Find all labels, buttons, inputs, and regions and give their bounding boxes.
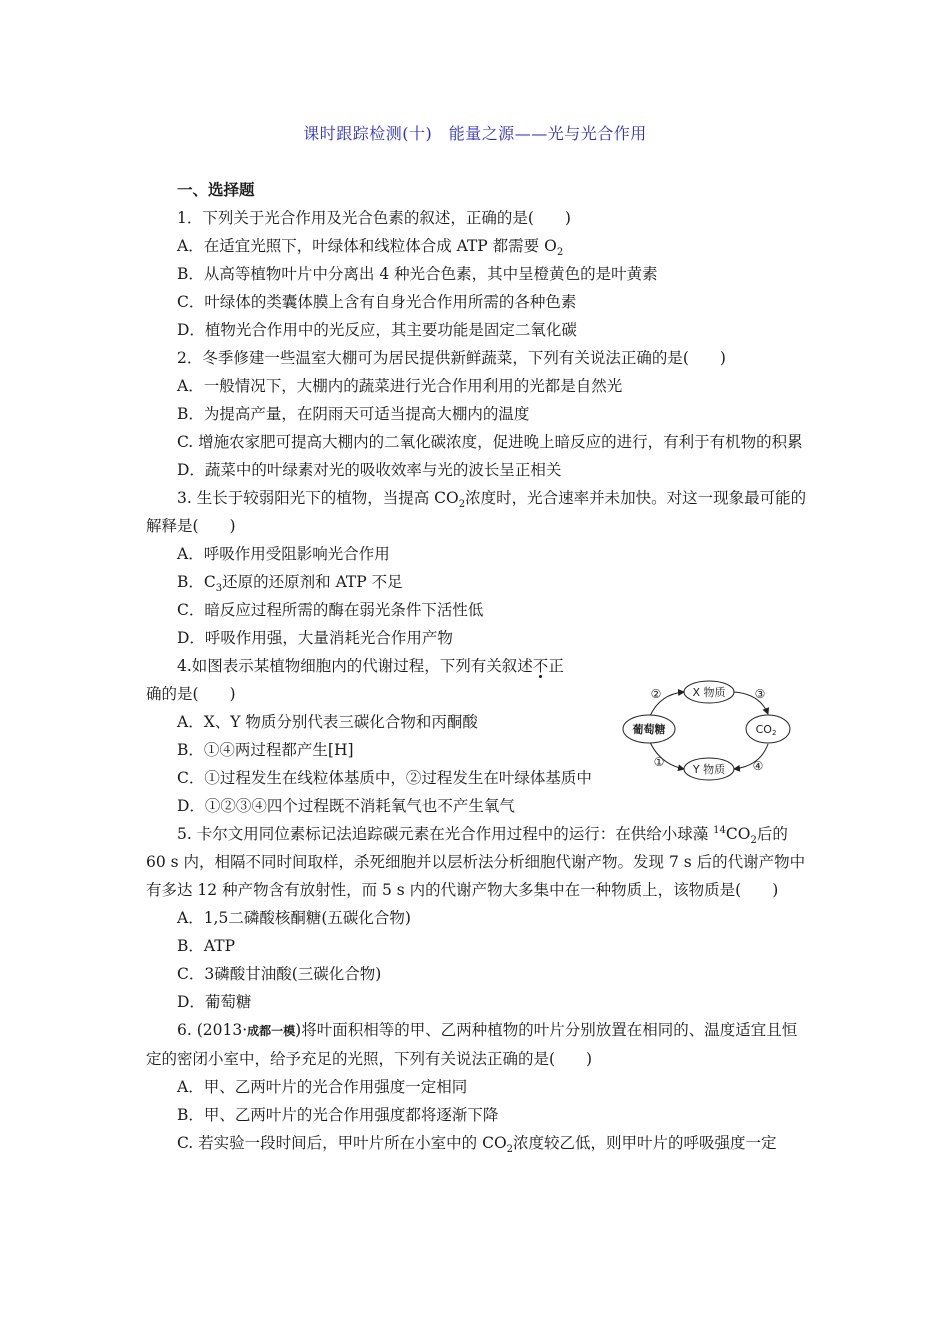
- q1-option-a: A．在适宜光照下，叶绿体和线粒体合成 ATP 都需要 $O_2$: [177, 237, 564, 259]
- q5-stem: 5. 卡尔文用同位素标记法追踪碳元素在光合作用过程中的运行：在供给小球藻 $^{14}CO_2$后的 60 s 内，相隔不同时间取样，杀死细胞并以层析法分析细胞代谢产物。发现 7 s 后的代谢产物中有多达 12 种产物含有放射性，而 5 s 内的代谢产物大多集中在一种物质上，该物质是( ): [146, 824, 806, 899]
- q3-option-d: D．呼吸作用强，大量消耗光合作用产物: [177, 629, 453, 647]
- q4-option-d: D．①②③④四个过程既不消耗氧气也不产生氧气: [177, 797, 515, 815]
- q4-stem-line2: 确的是( ): [146, 685, 236, 703]
- q3-option-a: A．呼吸作用受阻影响光合作用: [177, 545, 390, 563]
- step-1-label: ①: [653, 755, 665, 769]
- q4-option-c: C．①过程发生在线粒体基质中，②过程发生在叶绿体基质中: [177, 769, 592, 787]
- q5-option-b: B．ATP: [177, 937, 236, 955]
- q5-option-d: D．葡萄糖: [177, 993, 252, 1011]
- q2-option-c: C. 增施农家肥可提高大棚内的二氧化碳浓度，促进晚上暗反应的进行，有利于有机物的积累: [177, 433, 803, 451]
- section-heading: 一、选择题: [177, 180, 255, 199]
- q2-option-d: D．蔬菜中的叶绿素对光的吸收效率与光的波长呈正相关: [177, 461, 562, 479]
- step-3-label: ③: [754, 687, 766, 701]
- q3-option-b: B．$C_3$还原的还原剂和 ATP 不足: [177, 573, 403, 595]
- q6-option-b: B．甲、乙两叶片的光合作用强度都将逐渐下降: [177, 1106, 499, 1124]
- q6-source: 成都一模: [247, 1024, 296, 1038]
- glucose-label: 葡萄糖: [632, 723, 666, 736]
- q5-option-a: A．1,5二磷酸核酮糖(五碳化合物): [177, 909, 411, 927]
- q3-option-c: C．暗反应过程所需的酶在弱光条件下活性低: [177, 601, 484, 619]
- q1-stem: 1．下列关于光合作用及光合色素的叙述，正确的是( ): [177, 209, 571, 227]
- q6-option-c: C. 若实验一段时间后，甲叶片所在小室中的 $CO_2$浓度较乙低，则甲叶片的呼吸强度一定: [177, 1134, 777, 1156]
- q2-stem: 2．冬季修建一些温室大棚可为居民提供新鲜蔬菜，下列有关说法正确的是( ): [177, 349, 726, 367]
- q3-stem: 3. 生长于较弱阳光下的植物，当提高 $CO_2$浓度时，光合速率并未加快。对这一现象最可能的解释是( ): [146, 489, 807, 535]
- q2-option-b: B．为提高产量，在阴雨天可适当提高大棚内的温度: [177, 405, 530, 423]
- q4-stem-line1: 4.如图表示某植物细胞内的代谢过程，下列有关叙述不正: [177, 657, 564, 675]
- emphasis-dot-char: 不: [532, 657, 549, 675]
- co2-label: CO2: [755, 723, 777, 737]
- y-substance-label: Y 物质: [692, 763, 726, 776]
- q6-stem: 6. (2013·成都一模)将叶面积相等的甲、乙两种植物的叶片分别放置在相同的、温度适宜且恒定的密闭小室中，给予充足的光照，下列有关说法正确的是( ): [146, 1021, 798, 1068]
- q1-option-b: B．从高等植物叶片中分离出 4 种光合色素，其中呈橙黄色的是叶黄素: [177, 265, 658, 283]
- page-title: 课时跟踪检测(十) 能量之源——光与光合作用: [303, 124, 647, 143]
- question-list: [146, 176, 808, 1157]
- step-2-label: ②: [650, 687, 662, 701]
- q2-option-a: A．一般情况下，大棚内的蔬菜进行光合作用利用的光都是自然光: [177, 377, 623, 395]
- step-4-label: ④: [752, 759, 764, 773]
- x-substance-label: X 物质: [692, 686, 726, 699]
- q1-option-c: C．叶绿体的类囊体膜上含有自身光合作用所需的各种色素: [177, 293, 577, 311]
- q6-option-a: A．甲、乙两叶片的光合作用强度一定相同: [177, 1078, 468, 1096]
- q4-option-b: B．①④两过程都产生[H]: [177, 741, 354, 759]
- q1-option-d: D．植物光合作用中的光反应，其主要功能是固定二氧化碳: [177, 321, 577, 339]
- q4-option-a: A．X、Y 物质分别代表三碳化合物和丙酮酸: [177, 713, 478, 731]
- metabolism-cycle-diagram: [620, 676, 800, 784]
- q5-option-c: C．3磷酸甘油酸(三碳化合物): [177, 965, 382, 983]
